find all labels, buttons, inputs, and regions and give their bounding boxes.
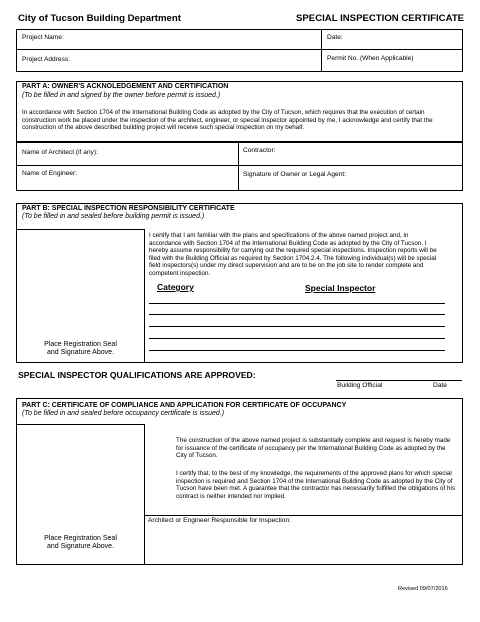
project-name-field[interactable]: Project Name:	[22, 34, 64, 41]
responsible-signature-field[interactable]: Architect or Engineer Responsible for Inspection:	[148, 517, 291, 524]
divider	[145, 515, 463, 516]
divider	[321, 29, 322, 72]
contractor-field[interactable]: Contractor:	[243, 147, 276, 154]
architect-name-field[interactable]: Name of Architect (if any):	[22, 149, 98, 156]
approval-date-label: Date	[433, 382, 447, 389]
project-address-field[interactable]: Project Address:	[22, 56, 71, 63]
approval-heading: SPECIAL INSPECTOR QUALIFICATIONS ARE APPROVED:	[18, 370, 256, 380]
part-a-body: In accordance with Section 1704 of the International Building Code as adopted by the City of Tucson, which requires that the execution of certain construction work be placed under the inspection of the architect, engineer, or special inspector appointed by me, I acknowledge and certify that the construction of the above described building project will receive such special inspection on my behalf.	[22, 109, 433, 132]
part-b-heading: PART B: SPECIAL INSPECTION RESPONSIBILITY CERTIFICATE	[22, 205, 235, 212]
part-b-body: I certify that I am familiar with the plans and specifications of the above named project and, in accordance with Section 1704 of the International Building Code as adopted by the City of Tucson. I hereby assume responsibility for carrying out the required special inspections. Inspection reports will be filed with the Building Official as required by Section 1704.2.4. The following individual(s) will be special field inspectors(s) under my direct supervision and are to be on the job site to render complete and competent inspection.	[149, 232, 437, 277]
seal-line-2: and Signature Above.	[47, 543, 114, 551]
certificate-title: SPECIAL INSPECTION CERTIFICATE	[296, 13, 465, 24]
divider	[16, 49, 463, 50]
department-title: City of Tucson Building Department	[18, 13, 181, 24]
seal-label-c	[16, 535, 145, 552]
project-info-box	[16, 29, 463, 72]
permit-number-field[interactable]: Permit No. (When Applicable)	[327, 55, 414, 62]
category-header: Category	[157, 282, 194, 292]
part-c-para-1: The construction of the above named project is substantially complete and request is hereby made for issuance of the certificate of occupancy per the International Building Code as adopted by the City of Tucson.	[176, 437, 451, 460]
inspector-entry-line[interactable]	[149, 326, 445, 327]
engineer-name-field[interactable]: Name of Engineer:	[22, 170, 77, 177]
approval-signature-line[interactable]	[336, 380, 462, 381]
building-official-label: Building Official	[337, 382, 383, 389]
seal-line-2: and Signature Above.	[47, 349, 114, 357]
owner-signature-field[interactable]: Signature of Owner or Legal Agent:	[243, 171, 347, 178]
part-b-subheading: (To be filled in and sealed before building permit is issued.)	[22, 213, 205, 220]
inspector-entry-line[interactable]	[149, 338, 445, 339]
inspector-entry-line[interactable]	[149, 303, 445, 304]
inspector-entry-line[interactable]	[149, 350, 445, 351]
divider	[238, 142, 239, 191]
revision-date: Revised 09/07/2016	[398, 586, 448, 592]
special-inspector-header: Special Inspector	[305, 283, 376, 293]
part-a-heading: PART A: OWNER'S ACKNOLEDGEMENT AND CERTIFICATION	[22, 83, 229, 90]
seal-line-1: Place Registration Seal	[44, 341, 117, 348]
inspector-entry-line[interactable]	[149, 314, 445, 315]
part-c-heading: PART C: CERTIFICATE OF COMPLIANCE AND APPLICATION FOR CERTIFICATE OF OCCUPANCY	[22, 402, 347, 409]
part-a-subheading: (To be filled in and signed by the owner before permit is issued.)	[22, 92, 221, 99]
seal-label-b	[16, 341, 145, 358]
divider	[16, 165, 463, 166]
part-c-para-2: I certify that, to the best of my knowledge, the requirements of the approved plans for which special inspection is required and Section 1704 of the International Building Code as adopted by the City of Tucson have been met. A guarantee that the contractor has necessarily fulfilled the obligations of his contract is neither intended nor implied.	[176, 470, 456, 500]
seal-line-1: Place Registration Seal	[44, 535, 117, 542]
date-field[interactable]: Date:	[327, 34, 343, 41]
part-c-subheading: (To be filled in and sealed before occupancy certificate is issued.)	[22, 410, 225, 417]
